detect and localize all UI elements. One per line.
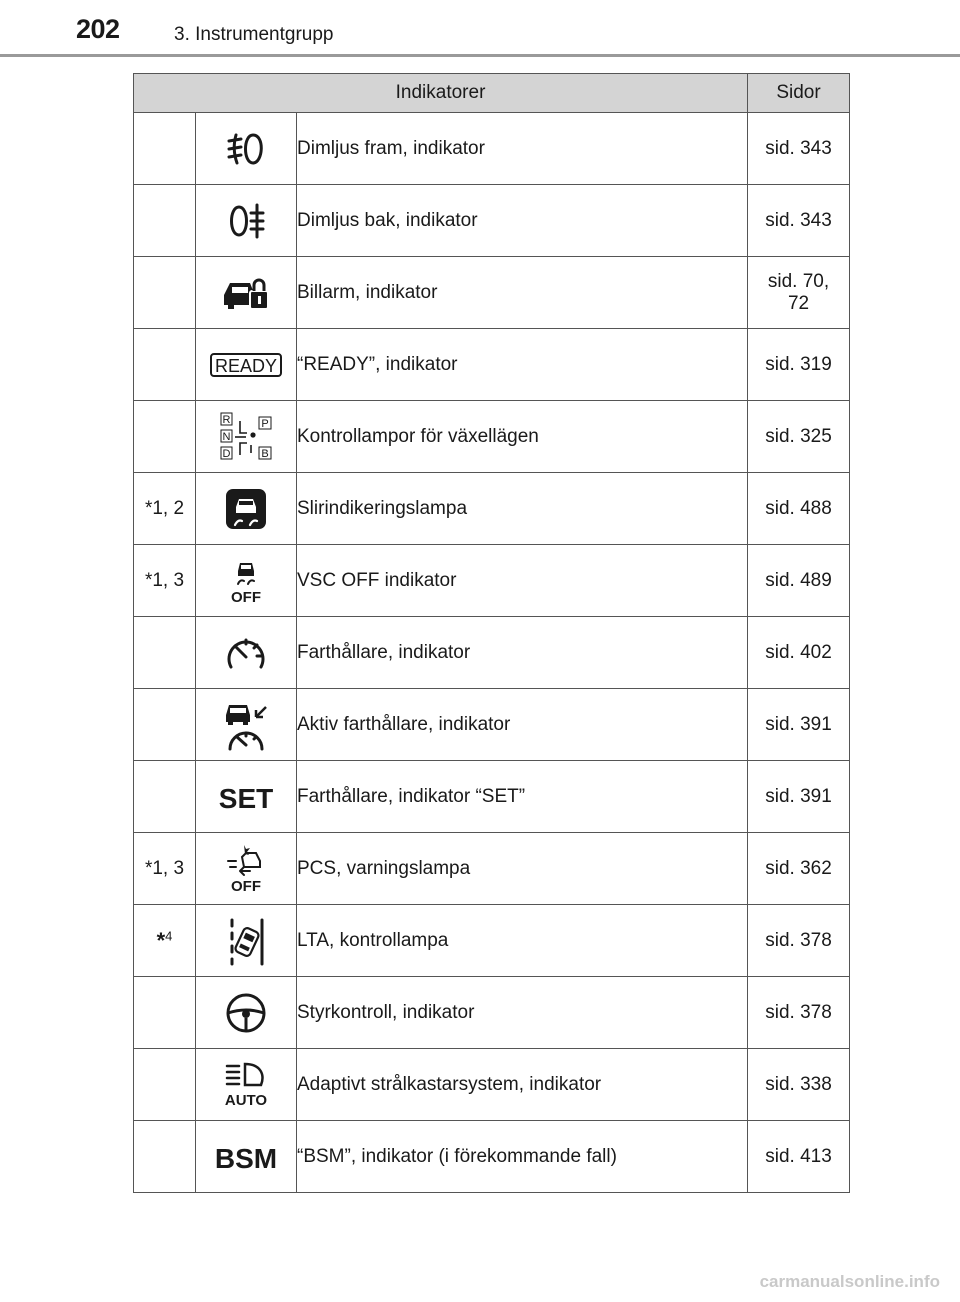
table-row: [134, 185, 850, 257]
row-label: Farthållare, indikator “SET”: [297, 761, 748, 833]
row-label: Billarm, indikator: [297, 257, 748, 329]
row-label: “READY”, indikator: [297, 329, 748, 401]
row-note: *1, 3: [134, 833, 196, 905]
row-label: Adaptivt strålkastarsystem, indikator: [297, 1049, 748, 1121]
row-page-ref: sid. 325: [748, 401, 850, 473]
pcs-off-icon: [222, 843, 270, 895]
note-sup: 4: [165, 928, 173, 944]
gear-b-text: B: [261, 447, 269, 460]
watermark: carmanualsonline.info: [759, 1272, 940, 1291]
table-row: [134, 545, 850, 617]
gear-r-text: R: [222, 413, 231, 426]
table-row: [134, 977, 850, 1049]
steering-control-icon: [224, 991, 268, 1035]
indicator-table: [133, 73, 850, 1193]
bsm-icon: [211, 1140, 281, 1174]
pcs-off-text: OFF: [231, 877, 261, 895]
table-row: [134, 905, 850, 977]
table-row: [134, 1049, 850, 1121]
note-star: *: [156, 927, 166, 953]
row-note: [134, 761, 196, 833]
row-label: LTA, kontrollampa: [297, 905, 748, 977]
row-note: [134, 617, 196, 689]
slip-indicator-icon: [224, 487, 268, 531]
row-note: *1, 2: [134, 473, 196, 545]
row-note: [134, 1049, 196, 1121]
adaptive-headlight-auto-icon: [221, 1061, 271, 1109]
row-page-ref: sid. 378: [748, 905, 850, 977]
table-row: [134, 1121, 850, 1193]
row-label: Slirindikeringslampa: [297, 473, 748, 545]
gear-n-text: N: [222, 430, 231, 443]
shift-position-icon: [215, 411, 277, 463]
table-row: [134, 401, 850, 473]
auto-text: AUTO: [224, 1091, 268, 1109]
car-alarm-lock-icon: [220, 273, 272, 313]
row-page-ref: sid. 343: [748, 113, 850, 185]
row-page-ref: sid. 378: [748, 977, 850, 1049]
row-label: Dimljus fram, indikator: [297, 113, 748, 185]
row-page-ref: sid. 319: [748, 329, 850, 401]
table-row: [134, 689, 850, 761]
header-rule: [0, 54, 960, 57]
table-header-row: [134, 74, 850, 113]
row-label: PCS, varningslampa: [297, 833, 748, 905]
vsc-off-text: OFF: [231, 588, 261, 605]
section-title: 3. Instrumentgrupp: [174, 24, 334, 45]
row-note: [134, 905, 196, 977]
set-icon: [216, 780, 276, 814]
gear-p-text: P: [261, 417, 269, 430]
row-page-ref: sid. 413: [748, 1121, 850, 1193]
table-row: [134, 833, 850, 905]
set-icon-text: SET: [218, 782, 274, 814]
row-label: Styrkontroll, indikator: [297, 977, 748, 1049]
row-note: [134, 257, 196, 329]
ready-icon: [209, 351, 283, 379]
table-row: [134, 113, 850, 185]
row-page-ref: sid. 488: [748, 473, 850, 545]
row-note: [134, 689, 196, 761]
active-cruise-control-icon: [220, 699, 272, 751]
row-note: [134, 329, 196, 401]
row-page-ref: sid. 391: [748, 689, 850, 761]
row-note: [134, 401, 196, 473]
row-note: *1, 3: [134, 545, 196, 617]
row-label: Dimljus bak, indikator: [297, 185, 748, 257]
gear-d-text: D: [222, 447, 231, 460]
row-page-ref: sid. 362: [748, 833, 850, 905]
row-label: VSC OFF indikator: [297, 545, 748, 617]
column-header-indicators: Indikatorer: [134, 74, 748, 113]
row-note: [134, 113, 196, 185]
row-page-ref: sid. 489: [748, 545, 850, 617]
row-note: [134, 1121, 196, 1193]
page-number: 202: [76, 14, 120, 44]
ready-icon-text: READY: [214, 355, 278, 376]
row-label: Farthållare, indikator: [297, 617, 748, 689]
rear-fog-light-icon: [223, 201, 269, 241]
row-label: Kontrollampor för växellägen: [297, 401, 748, 473]
row-note: [134, 185, 196, 257]
table-row: [134, 761, 850, 833]
vsc-off-icon: [224, 557, 268, 605]
row-page-ref: sid. 391: [748, 761, 850, 833]
row-page-ref: sid. 402: [748, 617, 850, 689]
column-header-pages: Sidor: [748, 74, 850, 113]
bsm-icon-text: BSM: [214, 1142, 278, 1174]
table-row: [134, 617, 850, 689]
row-page-ref: sid. 70, 72: [748, 257, 850, 329]
table-row: [134, 257, 850, 329]
row-note: [134, 977, 196, 1049]
table-row: [134, 473, 850, 545]
row-page-ref: sid. 343: [748, 185, 850, 257]
row-label: Aktiv farthållare, indikator: [297, 689, 748, 761]
lta-icon: [226, 916, 266, 966]
row-page-ref: sid. 338: [748, 1049, 850, 1121]
front-fog-light-icon: [223, 129, 269, 169]
row-label: “BSM”, indikator (i förekommande fall): [297, 1121, 748, 1193]
page-header: [0, 0, 960, 58]
table-row: [134, 329, 850, 401]
cruise-control-icon: [223, 633, 269, 673]
